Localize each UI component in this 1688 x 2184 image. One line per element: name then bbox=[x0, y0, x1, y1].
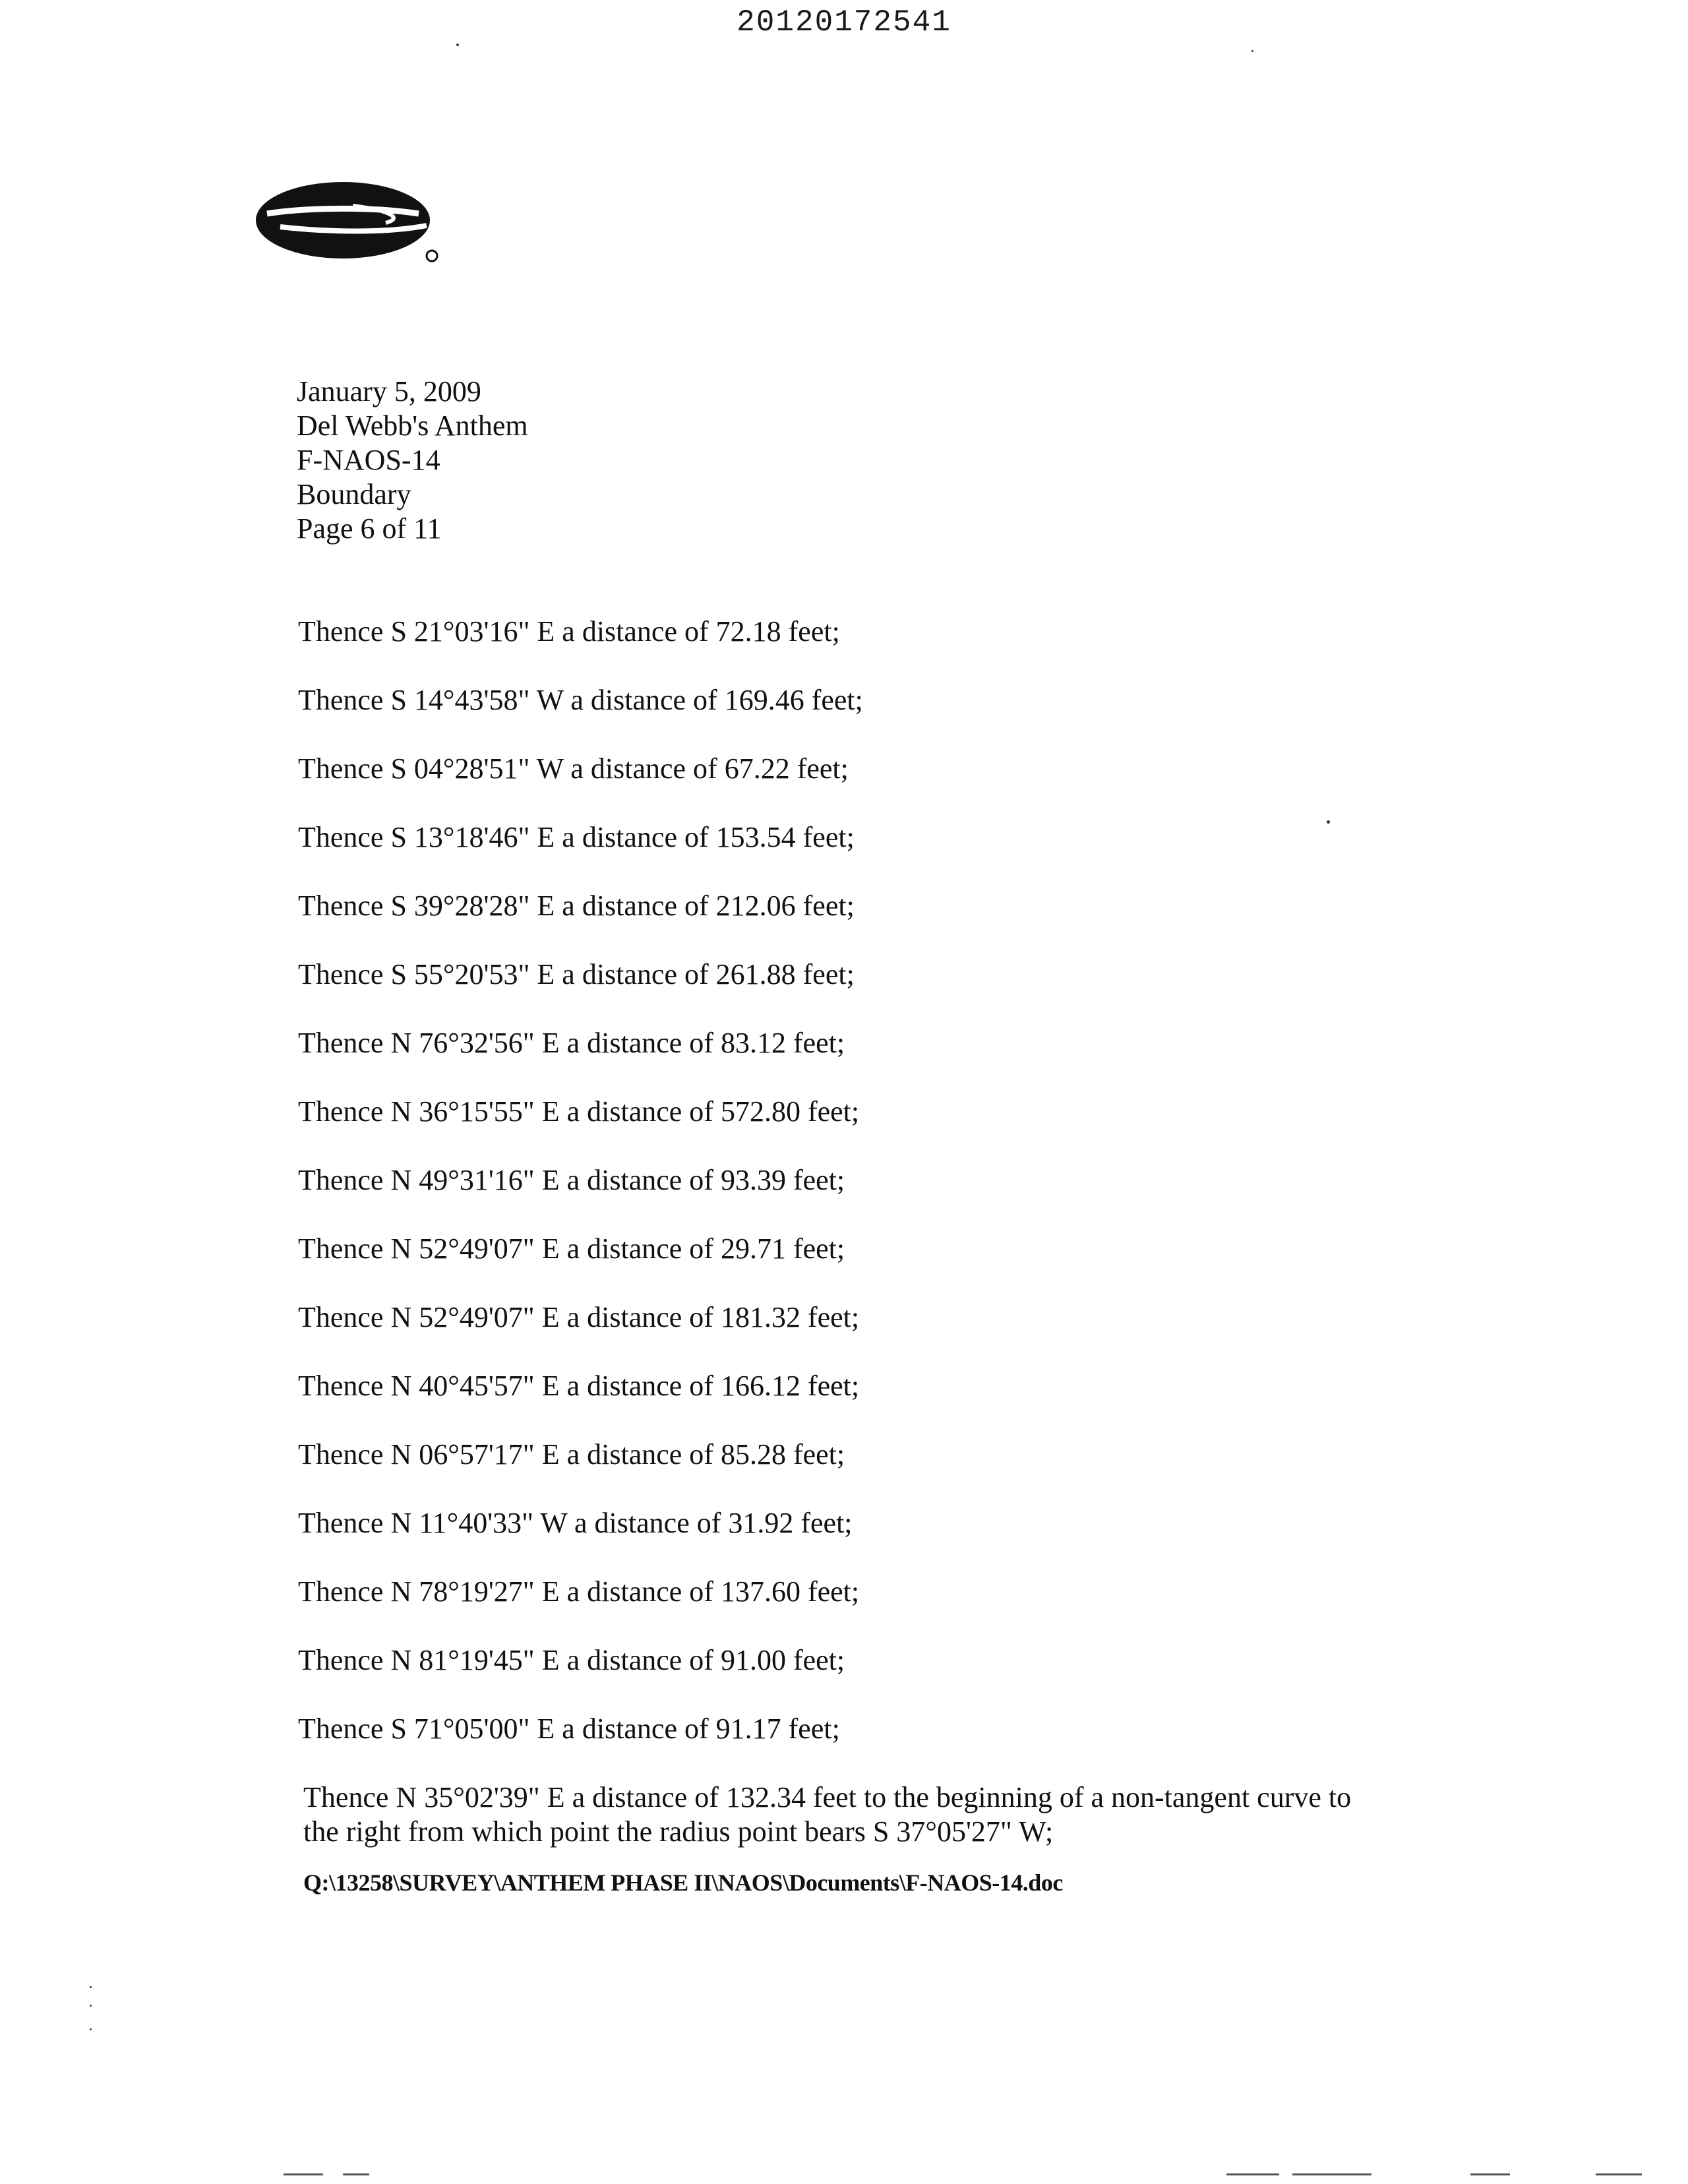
boundary-leg: Thence N 11°40'33" W a distance of 31.92 feet; bbox=[298, 1507, 853, 1539]
scan-edge-mark bbox=[1596, 2173, 1642, 2175]
boundary-leg: Thence S 21°03'16" E a distance of 72.18 feet; bbox=[298, 615, 840, 648]
boundary-leg: Thence N 52°49'07" E a distance of 29.71 feet; bbox=[298, 1232, 845, 1265]
boundary-leg: Thence S 71°05'00" E a distance of 91.17 feet; bbox=[298, 1713, 840, 1745]
boundary-leg: Thence S 04°28'51" W a distance of 67.22 feet; bbox=[298, 752, 849, 785]
header-parcel: F-NAOS-14 bbox=[297, 444, 440, 476]
header-project: Del Webb's Anthem bbox=[297, 410, 528, 442]
company-logo-icon bbox=[254, 179, 445, 265]
boundary-leg: Thence N 36°15'55" E a distance of 572.80 feet; bbox=[298, 1095, 860, 1128]
boundary-leg: Thence S 39°28'28" E a distance of 212.06 feet; bbox=[298, 890, 855, 922]
header-page: Page 6 of 11 bbox=[297, 512, 442, 545]
scan-speck bbox=[1327, 820, 1330, 824]
file-path-footer: Q:\13258\SURVEY\ANTHEM PHASE II\NAOS\Documents\F-NAOS-14.doc bbox=[303, 1869, 1063, 1896]
boundary-leg: Thence N 40°45'57" E a distance of 166.12 feet; bbox=[298, 1370, 860, 1402]
boundary-legs bbox=[298, 615, 1432, 1849]
header-date: January 5, 2009 bbox=[297, 375, 481, 408]
document-header bbox=[297, 375, 528, 546]
boundary-leg: Thence N 76°32'56" E a distance of 83.12 feet; bbox=[298, 1027, 845, 1059]
boundary-leg: Thence N 49°31'16" E a distance of 93.39 feet; bbox=[298, 1164, 845, 1196]
boundary-leg: Thence N 06°57'17" E a distance of 85.28 feet; bbox=[298, 1438, 845, 1471]
boundary-leg: Thence S 55°20'53" E a distance of 261.88 feet; bbox=[298, 958, 855, 990]
header-section: Boundary bbox=[297, 478, 411, 510]
scan-edge-mark bbox=[1226, 2173, 1279, 2175]
scan-speck bbox=[90, 1986, 92, 1988]
scan-speck bbox=[456, 44, 459, 46]
boundary-leg: Thence N 78°19'27" E a distance of 137.60 feet; bbox=[298, 1575, 860, 1608]
scan-edge-mark bbox=[343, 2173, 369, 2175]
boundary-leg: Thence N 52°49'07" E a distance of 181.32 feet; bbox=[298, 1301, 860, 1333]
document-number: 20120172541 bbox=[737, 5, 951, 40]
boundary-leg: Thence N 81°19'45" E a distance of 91.00 feet; bbox=[298, 1644, 845, 1676]
scan-speck bbox=[90, 2005, 92, 2007]
scan-edge-mark bbox=[1292, 2173, 1372, 2175]
boundary-leg: Thence S 14°43'58" W a distance of 169.46 feet; bbox=[298, 684, 863, 716]
boundary-leg: Thence S 13°18'46" E a distance of 153.54 feet; bbox=[298, 821, 855, 853]
boundary-leg-final: Thence N 35°02'39" E a distance of 132.34 feet to the beginning of a non-tangent curve to the right from which point the radius point bears S 37°05'27" W; bbox=[303, 1781, 1352, 1848]
scan-edge-mark bbox=[1470, 2173, 1510, 2175]
scan-speck bbox=[90, 2028, 92, 2030]
scan-edge-mark bbox=[284, 2173, 323, 2175]
scan-speck bbox=[1251, 50, 1253, 52]
